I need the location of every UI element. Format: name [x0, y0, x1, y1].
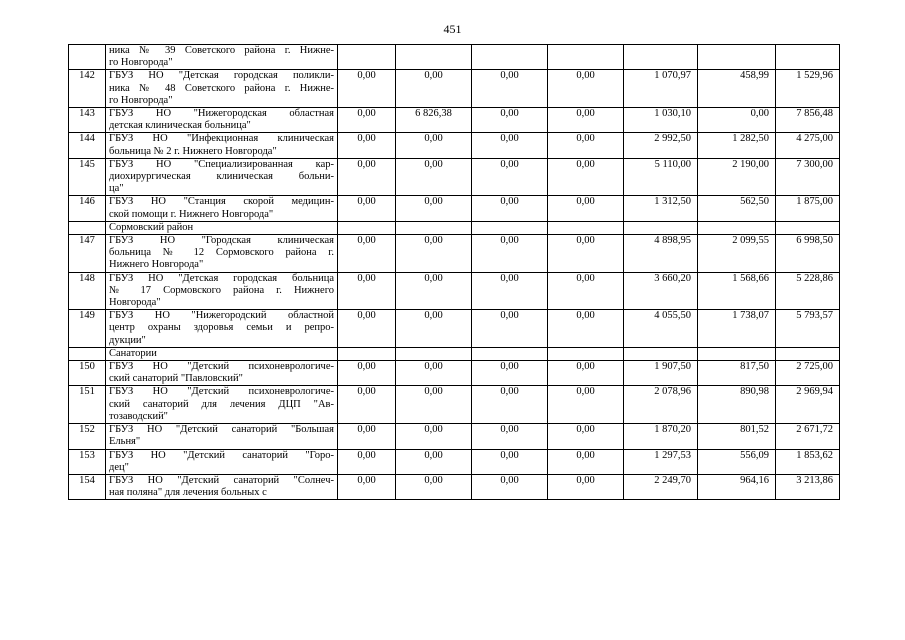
value-cell: 0,00: [472, 361, 548, 386]
table-row: [69, 449, 840, 474]
table-row: [69, 235, 840, 273]
row-number: 144: [69, 133, 106, 158]
value-cell: 0,00: [338, 474, 396, 499]
institution-name-line: ника № 48 Советского района г. Нижне-: [109, 82, 334, 94]
value-cell: 2 190,00: [698, 158, 776, 196]
value-cell: 2 671,72: [776, 424, 840, 449]
table-body: [69, 45, 840, 500]
institution-name-line: ГБУЗ НО "Инфекционная клиническая: [109, 133, 334, 145]
value-cell: 562,50: [698, 196, 776, 221]
institution-name: [106, 70, 338, 108]
value-cell: [548, 45, 624, 70]
value-cell: 1 312,50: [624, 196, 698, 221]
value-cell: 0,00: [472, 133, 548, 158]
institution-name: [106, 310, 338, 348]
value-cell: 0,00: [548, 449, 624, 474]
value-cell: 0,00: [548, 196, 624, 221]
empty-cell: [548, 347, 624, 360]
table-row: [69, 424, 840, 449]
value-cell: 1 870,20: [624, 424, 698, 449]
institution-name-line: больница № 12 Сормовского района г.: [109, 247, 334, 259]
institution-name-line: Нижнего Новгорода": [109, 259, 204, 271]
row-number: 151: [69, 386, 106, 424]
institution-name-line: ГБУЗ НО "Детский психоневрологиче-: [109, 361, 334, 373]
value-cell: 0,00: [338, 133, 396, 158]
value-cell: 6 998,50: [776, 235, 840, 273]
institution-name: [106, 235, 338, 273]
table-row: [69, 474, 840, 499]
institution-name-line: ника № 39 Советского района г. Нижне-: [109, 45, 334, 56]
value-cell: 0,00: [548, 424, 624, 449]
value-cell: 801,52: [698, 424, 776, 449]
institution-name-line: больница № 2 г. Нижнего Новгорода": [109, 145, 277, 157]
empty-cell: [396, 347, 472, 360]
value-cell: 1 070,97: [624, 70, 698, 108]
row-number: 142: [69, 70, 106, 108]
empty-cell: [338, 221, 396, 234]
table-row: [69, 386, 840, 424]
institution-name: [106, 45, 338, 70]
value-cell: 5 110,00: [624, 158, 698, 196]
value-cell: 0,00: [472, 272, 548, 310]
value-cell: 0,00: [396, 386, 472, 424]
value-cell: 0,00: [472, 108, 548, 133]
institution-name-line: дец": [109, 461, 129, 473]
value-cell: 0,00: [548, 272, 624, 310]
value-cell: 7 300,00: [776, 158, 840, 196]
institution-name: [106, 474, 338, 499]
value-cell: 1 853,62: [776, 449, 840, 474]
value-cell: 0,00: [338, 272, 396, 310]
value-cell: 0,00: [396, 70, 472, 108]
institution-name-line: го Новгорода": [109, 57, 173, 69]
institution-name: [106, 108, 338, 133]
value-cell: 2 992,50: [624, 133, 698, 158]
empty-cell: [338, 347, 396, 360]
value-cell: 0,00: [396, 158, 472, 196]
value-cell: 0,00: [472, 70, 548, 108]
empty-cell: [548, 221, 624, 234]
empty-cell: [776, 221, 840, 234]
value-cell: 1 738,07: [698, 310, 776, 348]
value-cell: 6 826,38: [396, 108, 472, 133]
institution-name-line: ГБУЗ НО "Нижегородский областной: [109, 310, 334, 322]
value-cell: 0,00: [338, 108, 396, 133]
page-number: 451: [443, 22, 462, 36]
value-cell: [698, 45, 776, 70]
value-cell: 0,00: [396, 424, 472, 449]
table-row: [69, 158, 840, 196]
empty-cell: [776, 347, 840, 360]
institution-name: [106, 133, 338, 158]
value-cell: 0,00: [338, 449, 396, 474]
table-row: [69, 310, 840, 348]
institution-name-line: ца": [109, 183, 124, 195]
value-cell: 0,00: [472, 449, 548, 474]
value-cell: 0,00: [548, 158, 624, 196]
value-cell: 0,00: [338, 361, 396, 386]
value-cell: 890,98: [698, 386, 776, 424]
value-cell: 0,00: [548, 133, 624, 158]
value-cell: [338, 45, 396, 70]
value-cell: 2 969,94: [776, 386, 840, 424]
value-cell: 2 099,55: [698, 235, 776, 273]
table-row: [69, 196, 840, 221]
section-row: [69, 347, 840, 360]
row-number: 145: [69, 158, 106, 196]
value-cell: 2 249,70: [624, 474, 698, 499]
value-cell: 0,00: [548, 361, 624, 386]
institution-name-line: центр охраны здоровья семьи и репро-: [109, 322, 334, 334]
institution-name-line: ГБУЗ НО "Детский психоневрологиче-: [109, 386, 334, 398]
institution-name-line: № 17 Сормовского района г. Нижнего: [109, 284, 334, 296]
value-cell: 0,00: [338, 235, 396, 273]
institution-name-line: ГБУЗ НО "Специализированная кар-: [109, 158, 334, 170]
row-number: 148: [69, 272, 106, 310]
value-cell: 1 529,96: [776, 70, 840, 108]
value-cell: 556,09: [698, 449, 776, 474]
institution-name: [106, 272, 338, 310]
institution-name-line: ский санаторий для лечения ДЦП "Ав-: [109, 398, 334, 410]
value-cell: 0,00: [338, 424, 396, 449]
institution-name-line: ГБУЗ НО "Детская городская больница: [109, 272, 334, 284]
value-cell: 1 297,53: [624, 449, 698, 474]
institution-name: [106, 196, 338, 221]
value-cell: 0,00: [548, 108, 624, 133]
institution-name-line: Новгорода": [109, 297, 161, 309]
value-cell: 1 030,10: [624, 108, 698, 133]
institution-name: [106, 158, 338, 196]
empty-cell: [396, 221, 472, 234]
institution-name-line: дукции": [109, 334, 146, 346]
value-cell: 0,00: [548, 386, 624, 424]
institution-name-line: диохирургическая клиническая больни-: [109, 171, 334, 183]
section-row: [69, 221, 840, 234]
value-cell: 0,00: [396, 449, 472, 474]
value-cell: [624, 45, 698, 70]
row-number: 154: [69, 474, 106, 499]
empty-cell: [698, 221, 776, 234]
row-number: 150: [69, 361, 106, 386]
table-row: [69, 45, 840, 70]
institution-name: [106, 424, 338, 449]
value-cell: 0,00: [698, 108, 776, 133]
value-cell: [472, 45, 548, 70]
value-cell: 2 725,00: [776, 361, 840, 386]
value-cell: [776, 45, 840, 70]
table-row: [69, 108, 840, 133]
value-cell: 7 856,48: [776, 108, 840, 133]
row-number: 146: [69, 196, 106, 221]
value-cell: 5 793,57: [776, 310, 840, 348]
institution-name-line: Ельня": [109, 436, 141, 448]
value-cell: 458,99: [698, 70, 776, 108]
institution-name-line: ГБУЗ НО "Детский санаторий "Горо-: [109, 449, 334, 461]
value-cell: 0,00: [548, 310, 624, 348]
value-cell: 0,00: [548, 474, 624, 499]
value-cell: 0,00: [396, 272, 472, 310]
table-row: [69, 272, 840, 310]
table-row: [69, 70, 840, 108]
empty-cell: [624, 221, 698, 234]
institution-name: [106, 361, 338, 386]
value-cell: [396, 45, 472, 70]
row-number: [69, 45, 106, 70]
value-cell: 0,00: [472, 386, 548, 424]
value-cell: 0,00: [338, 158, 396, 196]
value-cell: 5 228,86: [776, 272, 840, 310]
value-cell: 817,50: [698, 361, 776, 386]
row-number-cell: [69, 221, 106, 234]
value-cell: 4 898,95: [624, 235, 698, 273]
institution-name: [106, 386, 338, 424]
value-cell: 0,00: [472, 424, 548, 449]
institution-name: [106, 449, 338, 474]
value-cell: 2 078,96: [624, 386, 698, 424]
value-cell: 0,00: [472, 235, 548, 273]
empty-cell: [472, 221, 548, 234]
institution-name-line: ГБУЗ НО "Детский санаторий "Солнеч-: [109, 474, 334, 486]
table-row: [69, 133, 840, 158]
empty-cell: [698, 347, 776, 360]
value-cell: 0,00: [396, 310, 472, 348]
institution-name-line: ский санаторий "Павловский": [109, 373, 243, 385]
value-cell: 3 213,86: [776, 474, 840, 499]
value-cell: 0,00: [472, 196, 548, 221]
value-cell: 0,00: [338, 70, 396, 108]
value-cell: 0,00: [472, 474, 548, 499]
section-label: Санатории: [106, 347, 338, 360]
empty-cell: [472, 347, 548, 360]
budget-table: [68, 44, 840, 500]
institution-name-line: ГБУЗ НО "Детская городская поликли-: [109, 70, 334, 82]
row-number: 143: [69, 108, 106, 133]
value-cell: 1 282,50: [698, 133, 776, 158]
table-row: [69, 361, 840, 386]
row-number: 152: [69, 424, 106, 449]
institution-name-line: ГБУЗ НО "Станция скорой медицин-: [109, 196, 334, 208]
institution-name-line: ГБУЗ НО "Городская клиническая: [109, 235, 334, 247]
institution-name-line: ской помощи г. Нижнего Новгорода": [109, 208, 274, 220]
value-cell: 0,00: [396, 235, 472, 273]
row-number: 147: [69, 235, 106, 273]
value-cell: 0,00: [338, 196, 396, 221]
value-cell: 0,00: [548, 235, 624, 273]
value-cell: 3 660,20: [624, 272, 698, 310]
value-cell: 0,00: [396, 361, 472, 386]
value-cell: 0,00: [338, 386, 396, 424]
institution-name-line: го Новгорода": [109, 94, 173, 106]
value-cell: 1 875,00: [776, 196, 840, 221]
value-cell: 0,00: [396, 133, 472, 158]
section-label: Сормовский район: [106, 221, 338, 234]
row-number-cell: [69, 347, 106, 360]
empty-cell: [624, 347, 698, 360]
value-cell: 0,00: [472, 158, 548, 196]
value-cell: 0,00: [396, 196, 472, 221]
institution-name-line: детская клиническая больница": [109, 120, 251, 132]
value-cell: 964,16: [698, 474, 776, 499]
institution-name-line: тозаводский": [109, 410, 168, 422]
row-number: 149: [69, 310, 106, 348]
value-cell: 0,00: [472, 310, 548, 348]
value-cell: 1 568,66: [698, 272, 776, 310]
row-number: 153: [69, 449, 106, 474]
institution-name-line: ГБУЗ НО "Детский санаторий "Большая: [109, 424, 334, 436]
value-cell: 4 055,50: [624, 310, 698, 348]
value-cell: 0,00: [338, 310, 396, 348]
institution-name-line: ная поляна" для лечения больных с: [109, 487, 267, 499]
value-cell: 0,00: [396, 474, 472, 499]
value-cell: 4 275,00: [776, 133, 840, 158]
institution-name-line: ГБУЗ НО "Нижегородская областная: [109, 108, 334, 120]
value-cell: 0,00: [548, 70, 624, 108]
value-cell: 1 907,50: [624, 361, 698, 386]
